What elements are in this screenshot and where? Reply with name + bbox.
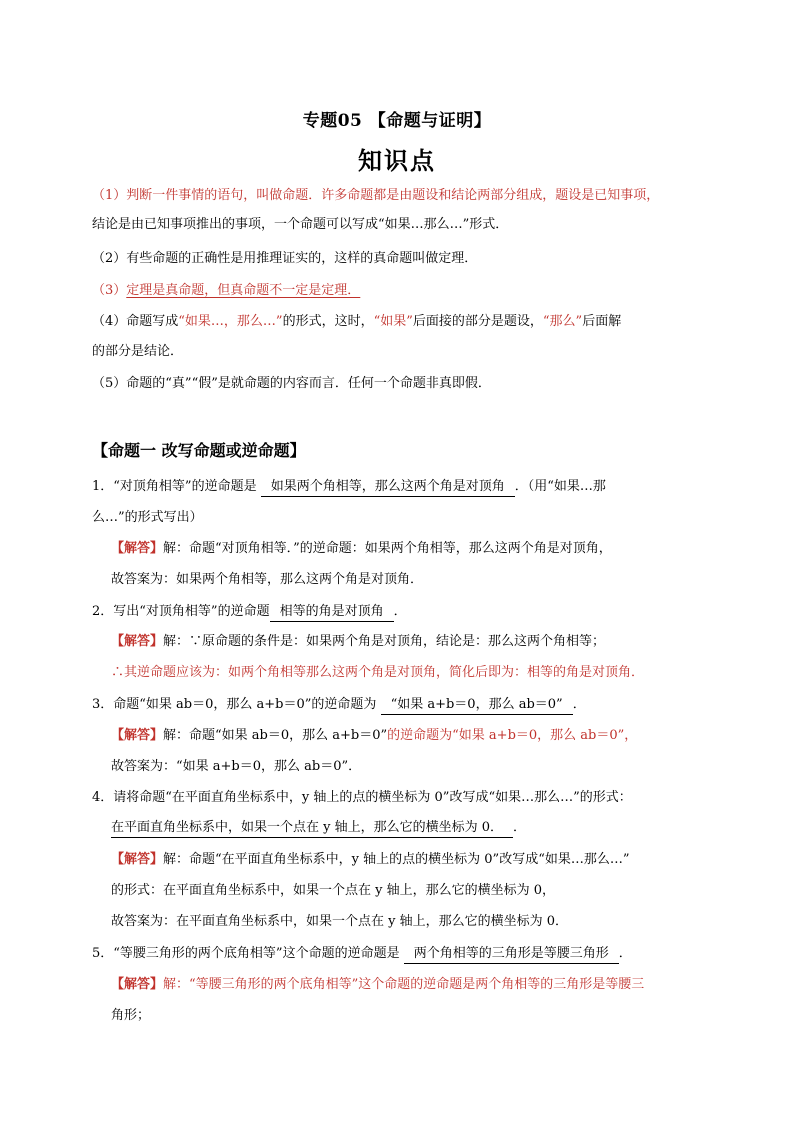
q5-solution-text: 解：“等腰三角形的两个底角相等”这个命题的逆命题是两个角相等的三角形是等腰三 [163, 977, 645, 992]
knowledge-point-1-line-2: 结论是由已知事项推出的事项，一个命题可以写成“如果…那么…”形式． [92, 217, 509, 232]
page-title: 专题05 【命题与证明】 [302, 111, 492, 131]
question-1-line-1 [92, 477, 712, 497]
question-4-solution-line-3: 故答案为：在平面直角坐标系中，如果一个点在 y 轴上，那么它的横坐标为 0． [111, 914, 569, 929]
knowledge-point-3-prefix: （3） [92, 283, 127, 298]
question-1-solution-line-1 [111, 539, 731, 559]
page-subtitle: 知识点 [358, 146, 436, 175]
q2-solution-text: 解：∵原命题的条件是：如果两个角是对顶角，结论是：那么这两个角相等； [163, 634, 606, 649]
kp4-part-e: 后面接的部分是题设， [412, 314, 543, 329]
question-4-solution-line-2: 的形式：在平面直角坐标系中，如果一个点在 y 轴上，那么它的横坐标为 0， [111, 883, 556, 898]
question-3-line-1 [92, 695, 712, 715]
knowledge-point-4-line-2: 的部分是结论． [92, 344, 184, 359]
q2-stem: 2．写出“对顶角相等”的逆命题 [92, 604, 270, 619]
q1-stem: 1．“对顶角相等”的逆命题是 [92, 479, 257, 494]
question-2-solution-line-2: ∴其逆命题应该为：如两个角相等那么这两个角是对顶角，简化后即为：相等的角是对顶角． [111, 665, 645, 680]
question-4-solution-line-1 [111, 850, 731, 870]
knowledge-point-5: （5）命题的“真”“假”是就命题的内容而言．任何一个命题非真即假． [92, 376, 491, 391]
q3-solution-text-a: 解：命题“如果 ab＝0，那么 a+b＝0” [163, 728, 388, 743]
q1-answer-blank: 如果两个角相等，那么这两个角是对顶角 [261, 478, 515, 497]
kp4-part-b: “如果…，那么…” [178, 314, 283, 329]
question-2-solution-line-1 [111, 632, 731, 652]
q3-stem: 3．命题“如果 ab＝0，那么 a+b＝0”的逆命题为 [92, 697, 377, 712]
knowledge-point-4-line-1 [92, 312, 712, 332]
question-2-line-1 [92, 602, 712, 622]
knowledge-point-3 [92, 281, 712, 301]
q2-tail: ． [393, 604, 407, 619]
q1-solution-text: 解：命题“对顶角相等．”的逆命题：如果两个角相等，那么这两个角是对顶角， [163, 541, 612, 556]
answer-label: 【解答】 [111, 541, 164, 556]
kp4-part-g: 后面解 [582, 314, 622, 329]
question-4-line-1: 4．请将命题“在平面直角坐标系中，y 轴上的点的横坐标为 0”改写成“如果…那么…”的形式： [92, 790, 632, 805]
q2-answer-blank: 相等的角是对顶角 [270, 603, 394, 622]
q3-answer-blank: “如果 a+b＝0，那么 ab＝0” [381, 696, 573, 715]
answer-label: 【解答】 [111, 852, 164, 867]
answer-label: 【解答】 [111, 634, 164, 649]
q5-tail: ． [618, 946, 632, 961]
knowledge-point-1-line-1: （1）判断一件事情的语句，叫做命题．许多命题都是由题设和结论两部分组成，题设是已知事项， [92, 188, 660, 203]
question-5-solution-line-1 [111, 975, 731, 995]
question-5-line-1 [92, 944, 712, 964]
question-3-solution-line-1 [111, 726, 731, 746]
kp4-part-d: “如果” [373, 314, 413, 329]
q5-answer-blank: 两个角相等的三角形是等腰三角形 [404, 945, 619, 964]
q3-tail: ． [572, 697, 586, 712]
q3-solution-text-b: 的逆命题为“如果 a+b＝0，那么 ab＝0”， [387, 728, 638, 743]
answer-label: 【解答】 [111, 977, 164, 992]
q4-answer-blank: 在平面直角坐标系中，如果一个点在 y 轴上，那么它的横坐标为 0． [111, 819, 513, 838]
knowledge-point-2: （2）有些命题的正确性是用推理证实的，这样的真命题叫做定理． [92, 251, 478, 266]
q5-stem: 5．“等腰三角形的两个底角相等”这个命题的逆命题是 [92, 946, 400, 961]
q1-tail: ．（用“如果…那 [514, 479, 606, 494]
question-1-solution-line-2: 故答案为：如果两个角相等，那么这两个角是对顶角． [111, 572, 424, 587]
section-heading: 【命题一 改写命题或逆命题】 [92, 441, 306, 460]
question-1-line-2: 么…”的形式写出） [92, 510, 203, 525]
q4-solution-text: 解：命题“在平面直角坐标系中，y 轴上的点的横坐标为 0”改写成“如果…那么…” [163, 852, 630, 867]
question-4-line-2 [111, 818, 731, 838]
kp4-part-c: 的形式，这时， [282, 314, 374, 329]
knowledge-point-3-text: 定理是真命题，但真命题不一定是定理． [126, 283, 361, 298]
question-5-solution-line-2: 角形； [111, 1008, 151, 1023]
kp4-part-f: “那么” [542, 314, 583, 329]
kp4-part-a: （4）命题写成 [92, 314, 179, 329]
question-3-solution-line-2: 故答案为：“如果 a+b＝0，那么 ab＝0”． [111, 759, 362, 774]
answer-label: 【解答】 [111, 728, 164, 743]
q4-tail: ． [513, 820, 527, 835]
